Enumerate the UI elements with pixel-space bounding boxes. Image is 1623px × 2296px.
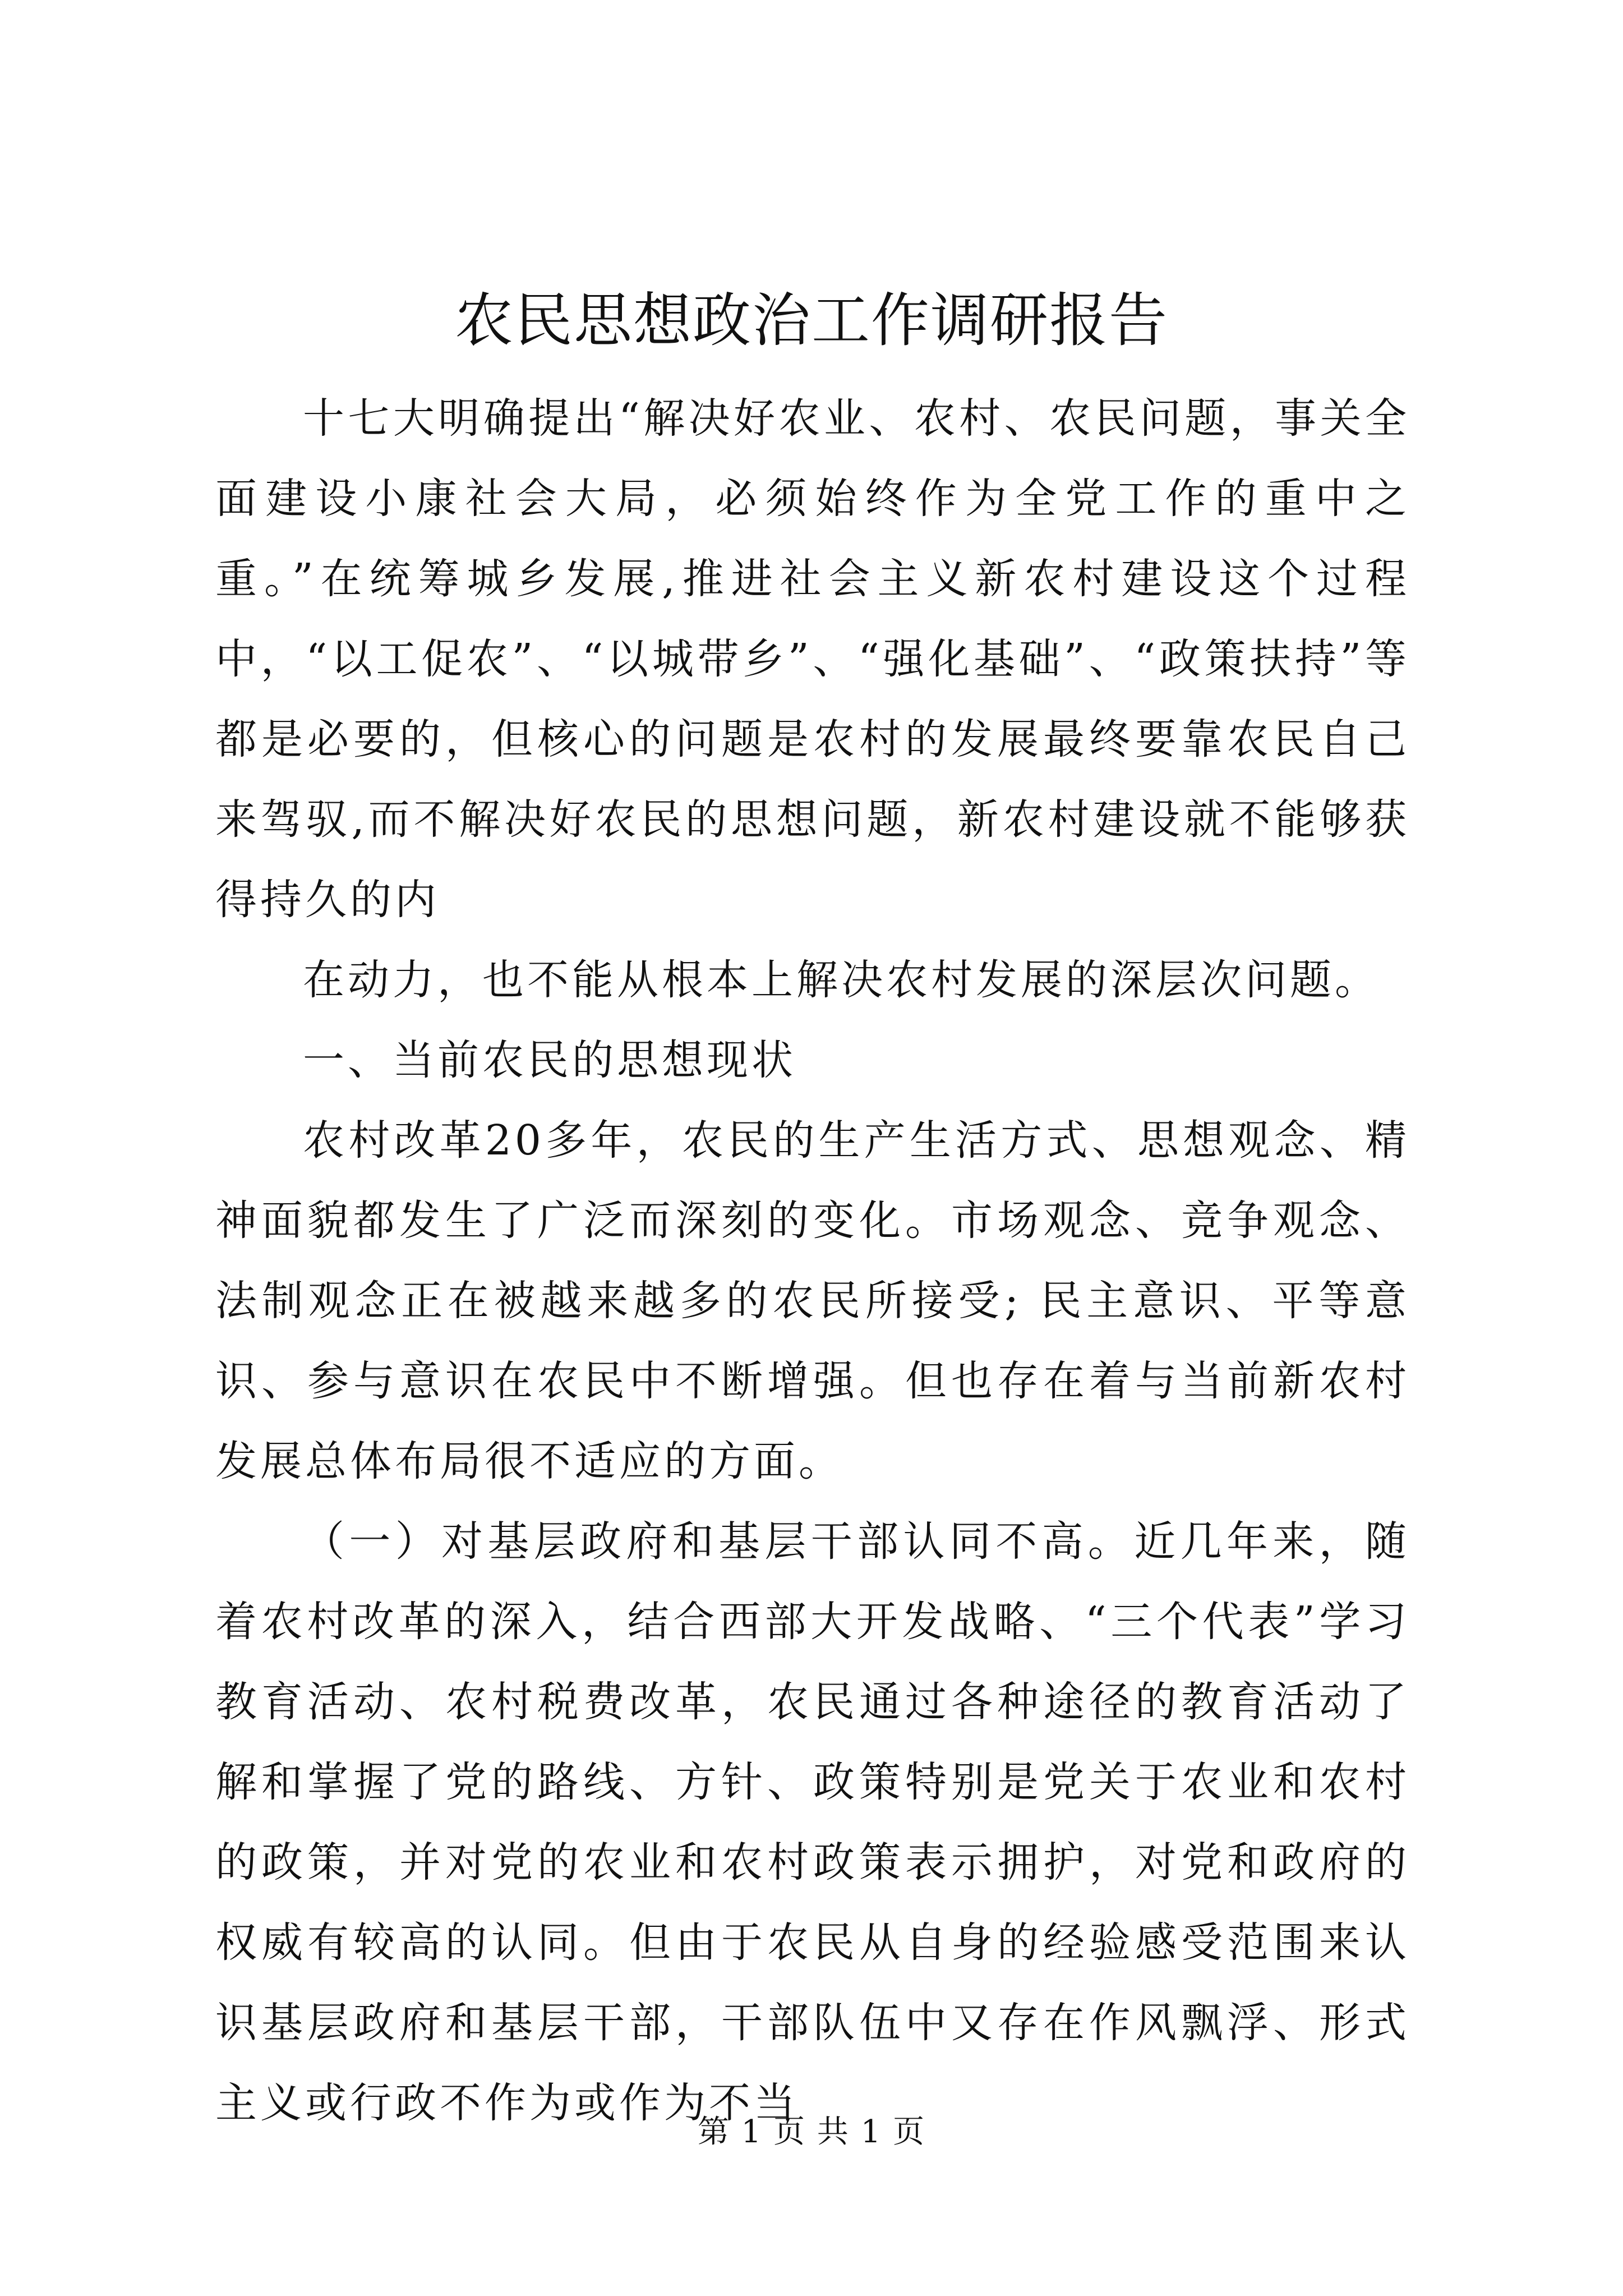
paragraph-intro-continued: 在动力，也不能从根本上解决农村发展的深层次问题。: [303, 956, 1380, 1004]
paragraph-section-1: 农村改革20多年，农民的生产生活方式、思想观念、精神面貌都发生了广泛而深刻的变化。市场观念、竞争观念、法制观念正在被越来越多的农民所接受; 民主意识、平等意识、参与意识在农民中不断增强。但也存在着与当前新农村发展总体布局很不适应的方面。: [215, 1116, 1410, 1485]
document-title: 农民思想政治工作调研报告: [454, 286, 1168, 355]
page-footer: 第 1 页 共 1 页: [697, 2114, 926, 2150]
section-heading-1: 一、当前农民的思想现状: [303, 1036, 796, 1084]
paragraph-subsection-1: （一）对基层政府和基层干部认同不高。近几年来，随着农村改革的深入，结合西部大开发战略、“三个代表”学习教育活动、农村税费改革，农民通过各种途径的教育活动了解和掌握了党的路线、方针、政策特别是党关于农业和农村的政策，并对党的农业和农村政策表示拥护，对党和政府的权威有较高的认同。但由于农民从自身的经验感受范围来认识基层政府和基层干部，干部队伍中又存在作风飘浮、形式主义或行政不作为或作为不当: [215, 1517, 1410, 2127]
document-body: [215, 379, 1410, 2143]
paragraph-intro: 十七大明确提出“解决好农业、农村、农民问题，事关全面建设小康社会大局，必须始终作为全党工作的重中之重。”在统筹城乡发展,推进社会主义新农村建设这个过程中，“以工促农”、“以城带乡”、“强化基础”、“政策扶持”等都是必要的，但核心的问题是农村的发展最终要靠农民自己来驾驭,而不解决好农民的思想问题，新农村建设就不能够获得持久的内: [215, 394, 1410, 924]
